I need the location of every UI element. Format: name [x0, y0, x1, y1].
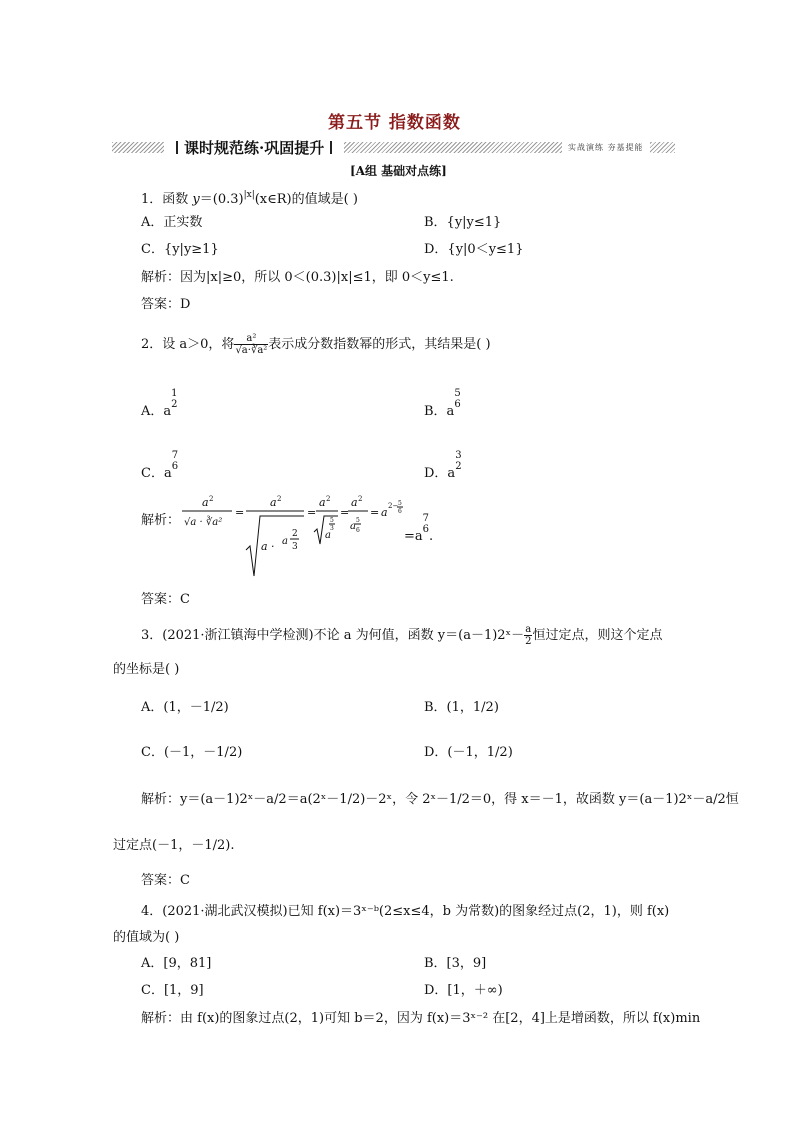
- q4-option-b: B．[3，9]: [424, 956, 487, 971]
- svg-text:3: 3: [292, 542, 298, 552]
- svg-text:2: 2: [209, 495, 214, 503]
- banner-right-text: 实战演练 夯基提能: [562, 141, 650, 155]
- svg-text:a: a: [270, 496, 277, 509]
- svg-text:=: =: [307, 506, 317, 519]
- svg-text:2: 2: [326, 495, 331, 503]
- svg-text:√a · ∛a²: √a · ∛a²: [184, 517, 223, 528]
- q4-option-a: A．[9，81]: [141, 956, 212, 971]
- q2-stem: 2．设 a＞0，将 $\frac{\text{a²}}{\text{√a·∛a²}}$ 表示成分数指数幂的形式，其结果是( ): [141, 333, 491, 356]
- svg-text:5: 5: [356, 517, 360, 524]
- svg-text:2: 2: [358, 495, 363, 503]
- q1-option-d: D．{y|0＜y≤1}: [424, 242, 524, 257]
- q4-option-d: D．[1，＋∞): [424, 983, 503, 998]
- q1-stem: 1．函数 $y=(0.3)^{|x|}(x\in R)$的值域是( ): [141, 190, 358, 207]
- q3-analysis-line1: 解析：y＝(a－1)2ˣ－a/2＝a(2ˣ－1/2)－2ˣ，令 2ˣ－1/2＝0，得 x＝－1，故函数 y＝(a－1)2ˣ－a/2恒: [141, 792, 739, 807]
- q4-stem-line2: 的值域为( ): [113, 930, 180, 945]
- svg-text:=: =: [370, 506, 380, 519]
- q3-option-a: A．(1，－1/2): [141, 700, 229, 715]
- q2-option-d: D．a 3 2: [424, 450, 462, 481]
- svg-text:6: 6: [356, 527, 360, 534]
- group-heading: [A组 基础对点练]: [350, 164, 447, 178]
- svg-text:2: 2: [292, 529, 298, 539]
- q1-analysis: 解析：因为|x|≥0，所以 0＜(0.3)|x|≤1，即 0＜y≤1.: [141, 270, 454, 285]
- q4-option-c: C．[1，9]: [141, 983, 204, 998]
- q3-analysis-line2: 过定点(－1，－1/2).: [113, 838, 235, 853]
- q2-answer: 答案：C: [141, 592, 190, 607]
- q3-option-c: C．(－1，－1/2): [141, 745, 243, 760]
- svg-text:=: =: [235, 506, 245, 519]
- q2-option-b: B．a 5 6: [424, 388, 461, 419]
- page-title: 第五节 指数函数: [328, 113, 461, 133]
- svg-text:5: 5: [398, 500, 402, 507]
- svg-text:a ·: a ·: [261, 540, 275, 553]
- q3-answer: 答案：C: [141, 873, 190, 888]
- svg-text:a: a: [325, 530, 331, 541]
- svg-text:a: a: [202, 496, 209, 509]
- svg-text:a: a: [350, 521, 356, 532]
- svg-text:a: a: [381, 506, 388, 519]
- section-banner: [112, 138, 675, 158]
- q2-option-c: C．a 7 6: [141, 450, 179, 481]
- q3-option-b: B．(1，1/2): [424, 700, 499, 715]
- svg-text:a: a: [351, 496, 358, 509]
- q2-analysis-tail: =a 7 6 .: [404, 513, 434, 544]
- banner-label: 课时规范练·巩固提升: [164, 138, 344, 158]
- q1-option-c: C．{y|y≥1}: [141, 242, 219, 257]
- q3-option-d: D．(－1，1/2): [424, 745, 513, 760]
- svg-text:2: 2: [277, 495, 282, 503]
- q1-option-b: B．{y|y≤1}: [424, 215, 502, 230]
- q4-analysis: 解析：由 f(x)的图象过点(2，1)可知 b＝2，因为 f(x)＝3ˣ⁻² 在[2，4]上是增函数，所以 f(x)min: [141, 1011, 701, 1026]
- q2-analysis-label: 解析：: [141, 513, 181, 528]
- q1-answer: 答案：D: [141, 297, 191, 312]
- q3-stem-line2: 的坐标是( ): [113, 662, 180, 677]
- q4-stem-line1: 4．(2021·湖北武汉模拟)已知 f(x)＝3ˣ⁻ᵇ(2≤x≤4，b 为常数)的图象经过点(2，1)，则 f(x): [141, 904, 670, 919]
- svg-text:a: a: [319, 496, 326, 509]
- svg-text:3: 3: [330, 525, 334, 532]
- svg-text:6: 6: [398, 508, 402, 515]
- q1-option-a: A．正实数: [141, 215, 203, 230]
- svg-text:2−: 2−: [388, 502, 399, 510]
- svg-text:=: =: [340, 506, 350, 519]
- q2-option-a: A．a 1 2: [141, 388, 178, 419]
- svg-text:5: 5: [330, 517, 334, 524]
- svg-text:a: a: [282, 536, 288, 547]
- q3-stem-line1: 3．(2021·浙江镇海中学检测)不论 a 为何值，函数 y＝(a－1)2ˣ－ $\frac{a}{2}$ 恒过定点，则这个定点: [141, 624, 663, 647]
